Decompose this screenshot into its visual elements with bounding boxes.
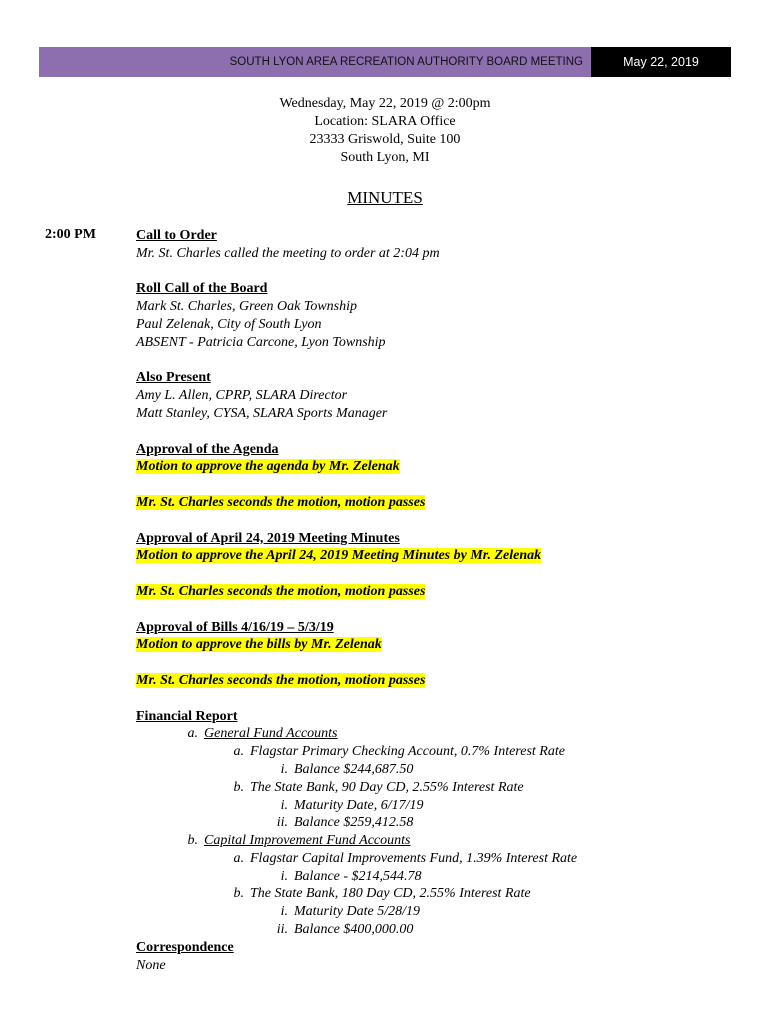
- bills-motion: Motion to approve the bills by Mr. Zelenak: [136, 637, 382, 653]
- correspondence-heading: Correspondence: [136, 939, 234, 955]
- list-marker: ii.: [276, 922, 288, 938]
- bills-section: [136, 619, 736, 690]
- meeting-address-line-1: 23333 Griswold, Suite 100: [309, 132, 461, 147]
- list-marker: i.: [280, 797, 288, 813]
- bills-heading: Approval of Bills 4/16/19 – 5/3/19: [136, 619, 334, 635]
- list-marker: i.: [280, 904, 288, 920]
- account-name: The State Bank, 90 Day CD, 2.55% Interest Rate: [250, 779, 524, 795]
- meeting-info: [0, 95, 770, 167]
- document-title-text: MINUTES: [347, 188, 423, 207]
- minutes-approval-section: [136, 530, 736, 601]
- agenda-second: Mr. St. Charles seconds the motion, motion passes: [136, 494, 426, 510]
- also-present-person: Amy L. Allen, CPRP, SLARA Director: [136, 388, 348, 404]
- agenda-heading: Approval of the Agenda: [136, 441, 279, 457]
- correspondence-section: [136, 939, 736, 975]
- also-present-heading: Also Present: [136, 370, 211, 386]
- meeting-datetime: Wednesday, May 22, 2019 @ 2:00pm: [279, 96, 491, 111]
- call-to-order-section: [136, 227, 736, 263]
- minutes-content: [136, 227, 736, 974]
- minutes-approval-motion: Motion to approve the April 24, 2019 Meeting Minutes by Mr. Zelenak: [136, 548, 542, 564]
- general-fund-heading: General Fund Accounts: [204, 726, 338, 742]
- also-present-section: [136, 369, 736, 422]
- meeting-location: Location: SLARA Office: [314, 114, 456, 129]
- document-title: [0, 188, 770, 208]
- agenda-section: [136, 441, 736, 512]
- list-marker: ii.: [276, 815, 288, 831]
- meeting-address-line-2: South Lyon, MI: [340, 150, 430, 165]
- roll-call-member: Paul Zelenak, City of South Lyon: [136, 316, 322, 332]
- time-label: 2:00 PM: [45, 227, 96, 242]
- minutes-approval-second: Mr. St. Charles seconds the motion, motion passes: [136, 583, 426, 599]
- account-name: The State Bank, 180 Day CD, 2.55% Interest Rate: [250, 886, 531, 902]
- header-bar: [39, 47, 731, 77]
- list-item: [274, 797, 736, 815]
- list-item: [274, 814, 736, 832]
- account-name: Flagstar Capital Improvements Fund, 1.39% Interest Rate: [250, 850, 578, 866]
- header-date: May 22, 2019: [591, 47, 731, 77]
- list-item: [228, 850, 736, 868]
- call-to-order-heading: Call to Order: [136, 228, 217, 243]
- header-title: SOUTH LYON AREA RECREATION AUTHORITY BOARD MEETING: [39, 47, 591, 77]
- bills-second: Mr. St. Charles seconds the motion, motion passes: [136, 672, 426, 688]
- list-marker: a.: [233, 850, 244, 866]
- list-item: [274, 761, 736, 779]
- financial-report-section: [136, 708, 736, 939]
- account-detail: Balance - $214,544.78: [294, 868, 422, 884]
- roll-call-heading: Roll Call of the Board: [136, 281, 268, 297]
- list-item: [274, 903, 736, 921]
- account-detail: Maturity Date, 6/17/19: [294, 797, 424, 813]
- financial-report-heading: Financial Report: [136, 708, 238, 724]
- correspondence-text: None: [136, 957, 166, 973]
- also-present-person: Matt Stanley, CYSA, SLARA Sports Manager: [136, 405, 388, 421]
- list-marker: b.: [233, 779, 244, 795]
- account-detail: Balance $244,687.50: [294, 761, 414, 777]
- capital-fund-heading: Capital Improvement Fund Accounts: [204, 833, 411, 849]
- list-marker: a.: [187, 726, 198, 742]
- account-detail: Maturity Date 5/28/19: [294, 904, 420, 920]
- list-marker: b.: [187, 833, 198, 849]
- list-item: [274, 921, 736, 939]
- list-marker: a.: [233, 744, 244, 760]
- call-to-order-text: Mr. St. Charles called the meeting to order at 2:04 pm: [136, 245, 440, 261]
- account-detail: Balance $259,412.58: [294, 815, 414, 831]
- minutes-approval-heading: Approval of April 24, 2019 Meeting Minutes: [136, 530, 400, 546]
- account-detail: Balance $400,000.00: [294, 922, 414, 938]
- roll-call-member: Mark St. Charles, Green Oak Township: [136, 299, 358, 315]
- list-marker: i.: [280, 868, 288, 884]
- list-marker: b.: [233, 886, 244, 902]
- account-name: Flagstar Primary Checking Account, 0.7% Interest Rate: [250, 744, 565, 760]
- roll-call-section: [136, 280, 736, 351]
- roll-call-absent: ABSENT - Patricia Carcone, Lyon Township: [136, 334, 386, 350]
- list-marker: i.: [280, 761, 288, 777]
- list-item: [228, 885, 736, 903]
- list-item: [228, 743, 736, 761]
- list-item: [274, 868, 736, 886]
- list-item: [228, 779, 736, 797]
- agenda-motion: Motion to approve the agenda by Mr. Zelenak: [136, 459, 400, 475]
